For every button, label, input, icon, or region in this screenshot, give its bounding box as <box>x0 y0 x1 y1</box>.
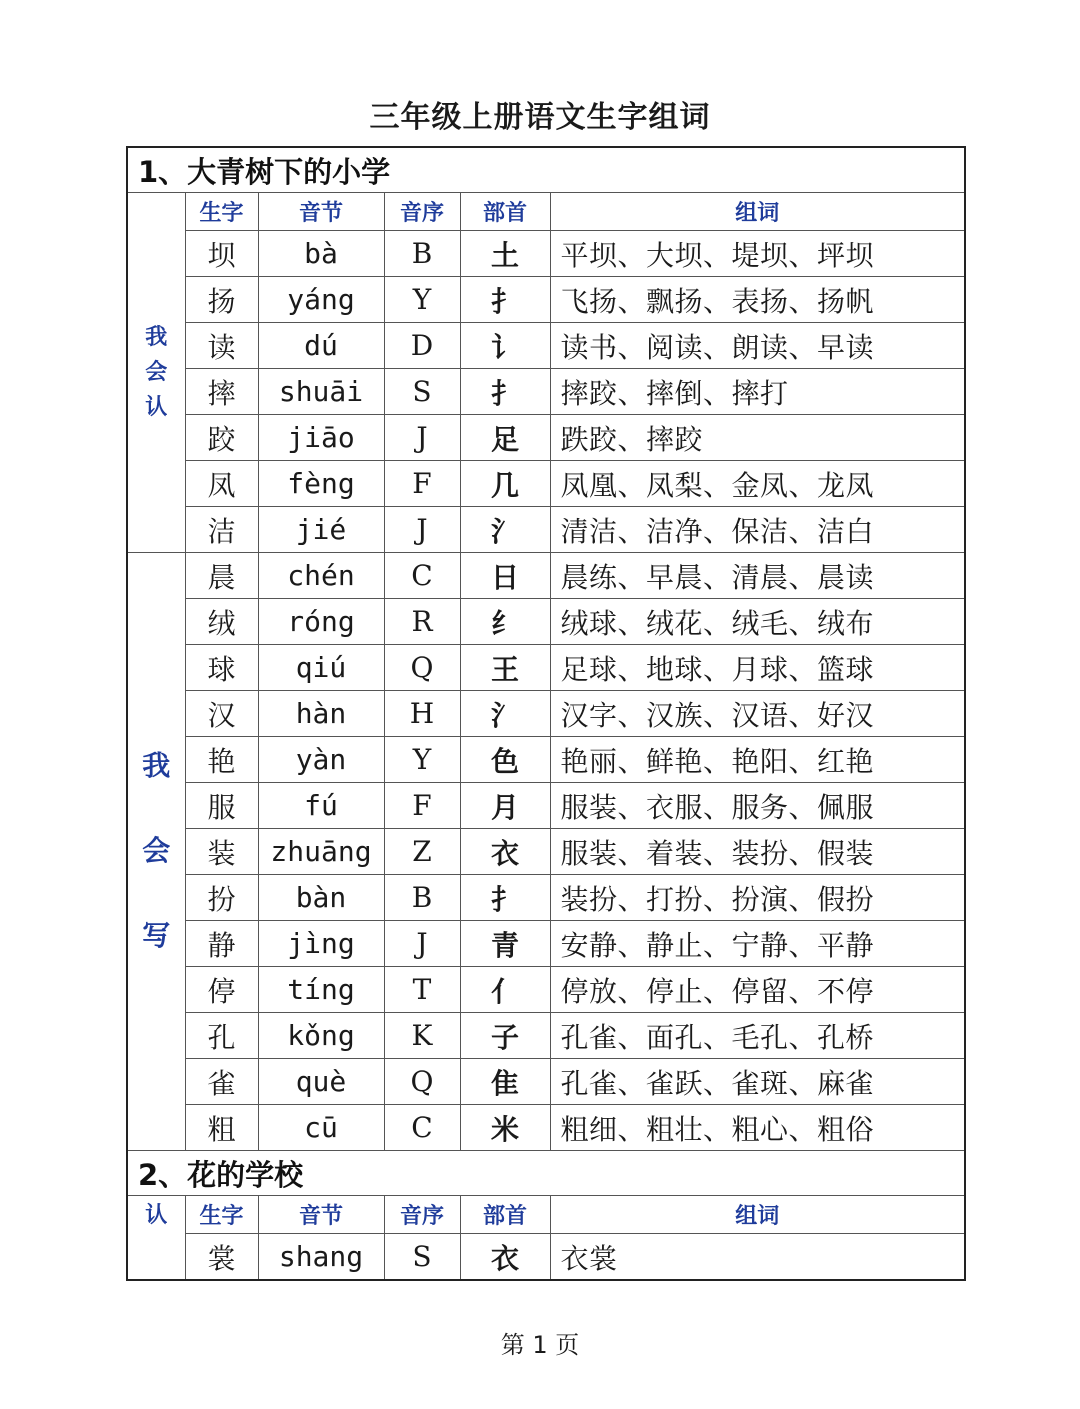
char-cell: 汉 <box>185 691 258 737</box>
lesson1-heading-row <box>127 147 965 193</box>
radical-cell: 子 <box>460 1013 550 1059</box>
pinyin-cell: tíng <box>258 967 384 1013</box>
words-cell: 足球、地球、月球、篮球 <box>550 645 965 691</box>
order-cell: Q <box>384 1059 460 1105</box>
header-words: 组词 <box>550 193 965 231</box>
pinyin-cell: kǒng <box>258 1013 384 1059</box>
char-cell: 雀 <box>185 1059 258 1105</box>
words-cell: 凤凰、凤梨、金凤、龙凤 <box>550 461 965 507</box>
order-cell: R <box>384 599 460 645</box>
order-cell: J <box>384 921 460 967</box>
order-cell: C <box>384 1105 460 1151</box>
words-cell: 读书、阅读、朗读、早读 <box>550 323 965 369</box>
radical-cell: 衣 <box>460 829 550 875</box>
group-label-char: 认 <box>145 395 168 421</box>
radical-cell: 讠 <box>460 323 550 369</box>
table-row <box>127 277 965 323</box>
table-row <box>127 737 965 783</box>
group-label <box>127 553 185 1151</box>
char-cell: 艳 <box>185 737 258 783</box>
table-row <box>127 231 965 277</box>
words-cell: 艳丽、鲜艳、艳阳、红艳 <box>550 737 965 783</box>
table-row <box>127 967 965 1013</box>
words-cell: 跌跤、摔跤 <box>550 415 965 461</box>
table-row <box>127 829 965 875</box>
radical-cell: 王 <box>460 645 550 691</box>
table-row <box>127 323 965 369</box>
table-row <box>127 1059 965 1105</box>
table-row <box>127 875 965 921</box>
radical-cell: 青 <box>460 921 550 967</box>
words-cell: 孔雀、面孔、毛孔、孔桥 <box>550 1013 965 1059</box>
radical-cell: 亻 <box>460 967 550 1013</box>
words-cell: 服装、着装、装扮、假装 <box>550 829 965 875</box>
group-label-char: 我 <box>142 749 171 783</box>
words-cell: 摔跤、摔倒、摔打 <box>550 369 965 415</box>
section-heading: 1、大青树下的小学 <box>127 147 965 193</box>
pinyin-cell: jié <box>258 507 384 553</box>
words-cell: 绒球、绒花、绒毛、绒布 <box>550 599 965 645</box>
table-row <box>127 921 965 967</box>
char-cell: 晨 <box>185 553 258 599</box>
radical-cell: 扌 <box>460 369 550 415</box>
order-cell: J <box>384 415 460 461</box>
order-cell: S <box>384 1234 460 1281</box>
header-radical: 部首 <box>460 1196 550 1234</box>
header-char: 生字 <box>185 193 258 231</box>
header-row <box>127 1196 965 1234</box>
group-label-char: 会 <box>142 834 171 868</box>
char-cell: 扬 <box>185 277 258 323</box>
radical-cell: 土 <box>460 231 550 277</box>
radical-cell: 扌 <box>460 277 550 323</box>
char-cell: 停 <box>185 967 258 1013</box>
words-cell: 停放、停止、停留、不停 <box>550 967 965 1013</box>
table-row <box>127 1105 965 1151</box>
table-row <box>127 553 965 599</box>
radical-cell: 衣 <box>460 1234 550 1281</box>
order-cell: B <box>384 875 460 921</box>
char-cell: 装 <box>185 829 258 875</box>
char-cell: 洁 <box>185 507 258 553</box>
char-cell: 摔 <box>185 369 258 415</box>
words-cell: 晨练、早晨、清晨、晨读 <box>550 553 965 599</box>
group-label-char: 写 <box>142 918 171 952</box>
lesson2-heading-row <box>127 1151 965 1196</box>
radical-cell: 月 <box>460 783 550 829</box>
header-order: 音序 <box>384 193 460 231</box>
header-pinyin: 音节 <box>258 193 384 231</box>
order-cell: F <box>384 461 460 507</box>
table-row <box>127 1234 965 1281</box>
radical-cell: 氵 <box>460 691 550 737</box>
pinyin-cell: zhuāng <box>258 829 384 875</box>
group-label-char: 会 <box>145 359 168 385</box>
table-row <box>127 461 965 507</box>
char-cell: 凤 <box>185 461 258 507</box>
header-char: 生字 <box>185 1196 258 1234</box>
radical-cell: 米 <box>460 1105 550 1151</box>
char-cell: 跤 <box>185 415 258 461</box>
table-row <box>127 783 965 829</box>
order-cell: Y <box>384 277 460 323</box>
table-row <box>127 415 965 461</box>
table-row <box>127 1013 965 1059</box>
radical-cell: 扌 <box>460 875 550 921</box>
char-cell: 静 <box>185 921 258 967</box>
words-cell: 安静、静止、宁静、平静 <box>550 921 965 967</box>
order-cell: C <box>384 553 460 599</box>
table-row <box>127 599 965 645</box>
order-cell: D <box>384 323 460 369</box>
words-cell: 服装、衣服、服务、佩服 <box>550 783 965 829</box>
char-cell: 绒 <box>185 599 258 645</box>
pinyin-cell: jiāo <box>258 415 384 461</box>
pinyin-cell: yàn <box>258 737 384 783</box>
words-cell: 汉字、汉族、汉语、好汉 <box>550 691 965 737</box>
pinyin-cell: qiú <box>258 645 384 691</box>
pinyin-cell: bà <box>258 231 384 277</box>
pinyin-cell: shang <box>258 1234 384 1281</box>
pinyin-cell: hàn <box>258 691 384 737</box>
words-cell: 粗细、粗壮、粗心、粗俗 <box>550 1105 965 1151</box>
char-cell: 服 <box>185 783 258 829</box>
words-cell: 孔雀、雀跃、雀斑、麻雀 <box>550 1059 965 1105</box>
pinyin-cell: jìng <box>258 921 384 967</box>
char-cell: 读 <box>185 323 258 369</box>
order-cell: T <box>384 967 460 1013</box>
pinyin-cell: fèng <box>258 461 384 507</box>
document-title: 三年级上册语文生字组词 <box>369 100 711 135</box>
char-cell: 孔 <box>185 1013 258 1059</box>
table-row <box>127 645 965 691</box>
page-number: 第 1 页 <box>500 1331 580 1359</box>
radical-cell: 足 <box>460 415 550 461</box>
radical-cell: 几 <box>460 461 550 507</box>
order-cell: H <box>384 691 460 737</box>
order-cell: J <box>384 507 460 553</box>
order-cell: B <box>384 231 460 277</box>
pinyin-cell: bàn <box>258 875 384 921</box>
char-cell: 裳 <box>185 1234 258 1281</box>
words-cell: 装扮、打扮、扮演、假扮 <box>550 875 965 921</box>
radical-cell: 隹 <box>460 1059 550 1105</box>
pinyin-cell: què <box>258 1059 384 1105</box>
order-cell: S <box>384 369 460 415</box>
pinyin-cell: cū <box>258 1105 384 1151</box>
header-words: 组词 <box>550 1196 965 1234</box>
pinyin-cell: chén <box>258 553 384 599</box>
group-label-char: 我 <box>145 324 168 350</box>
words-cell: 飞扬、飘扬、表扬、扬帆 <box>550 277 965 323</box>
order-cell: F <box>384 783 460 829</box>
pinyin-cell: róng <box>258 599 384 645</box>
vocabulary-table <box>126 146 966 1281</box>
header-radical: 部首 <box>460 193 550 231</box>
order-cell: Q <box>384 645 460 691</box>
char-cell: 粗 <box>185 1105 258 1151</box>
words-cell: 清洁、洁净、保洁、洁白 <box>550 507 965 553</box>
char-cell: 坝 <box>185 231 258 277</box>
table-row <box>127 507 965 553</box>
order-cell: Y <box>384 737 460 783</box>
radical-cell: 纟 <box>460 599 550 645</box>
header-order: 音序 <box>384 1196 460 1234</box>
group-label: 认 <box>127 1196 185 1281</box>
order-cell: K <box>384 1013 460 1059</box>
pinyin-cell: fú <box>258 783 384 829</box>
char-cell: 球 <box>185 645 258 691</box>
pinyin-cell: shuāi <box>258 369 384 415</box>
order-cell: Z <box>384 829 460 875</box>
radical-cell: 日 <box>460 553 550 599</box>
header-pinyin: 音节 <box>258 1196 384 1234</box>
pinyin-cell: yáng <box>258 277 384 323</box>
table-row <box>127 369 965 415</box>
group-label <box>127 193 185 553</box>
words-cell: 衣裳 <box>550 1234 965 1281</box>
char-cell: 扮 <box>185 875 258 921</box>
table-row <box>127 691 965 737</box>
section-heading: 2、花的学校 <box>127 1151 965 1196</box>
pinyin-cell: dú <box>258 323 384 369</box>
radical-cell: 氵 <box>460 507 550 553</box>
radical-cell: 色 <box>460 737 550 783</box>
header-row <box>127 193 965 231</box>
words-cell: 平坝、大坝、堤坝、坪坝 <box>550 231 965 277</box>
